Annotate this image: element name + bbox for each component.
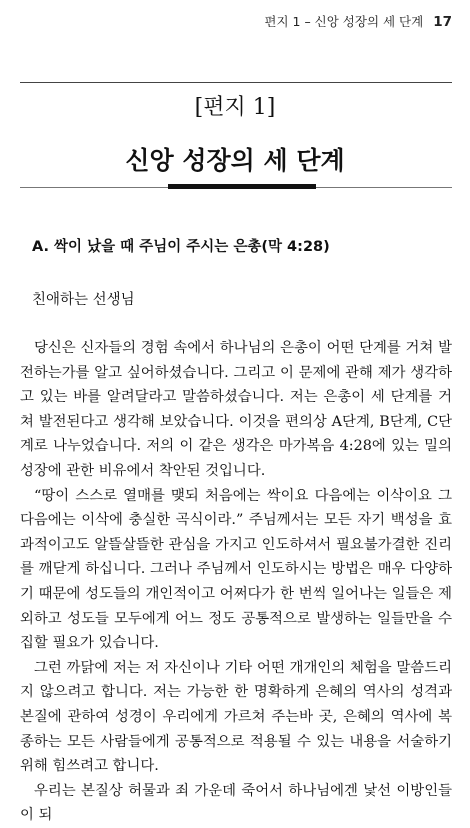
running-header [264, 12, 452, 30]
body-text [20, 336, 452, 828]
chapter-label: [편지 1] [194, 95, 276, 120]
title-underline-bar [168, 184, 316, 189]
page-number: 17 [433, 14, 452, 30]
paragraph: 우리는 본질상 허물과 죄 가운데 죽어서 하나님에겐 낯선 이방인들이 되 [20, 782, 452, 824]
salutation: 친애하는 선생님 [32, 292, 135, 308]
running-title: 편지 1 – 신앙 성장의 세 단계 [264, 14, 424, 29]
paragraph: 그런 까닭에 저는 저 자신이나 기타 어떤 개개인의 체험을 말씀드리지 않으려고 합니다. 저는 가능한 한 명확하게 은혜의 역사의 성격과 본질에 관하여 성경이 우리에게 가르쳐 주는바 곳, 은혜의 역사에 복종하는 모든 사람들에게 공통적으로 적용될 수 있는 내용을 서술하기 위해 힘쓰려고 합니다. [20, 659, 452, 775]
paragraph: 당신은 신자들의 경험 속에서 하나님의 은총이 어떤 단계를 거쳐 발전하는가를 알고 싶어하셨습니다. 그리고 이 문제에 관해 제가 생각하고 있는 바를 알려달라고 말씀하셨습니다. 저는 은총이 세 단계를 거쳐 발전된다고 생각해 보았습니다. 이것을 편의상 A단계, B단계, C단계로 나누었습니다. 저의 이 같은 생각은 마가복음 4:28에 있는 밀의 성장에 관한 비유에서 착안된 것입니다. [20, 340, 452, 479]
chapter-title: 신앙 성장의 세 단계 [125, 146, 345, 175]
top-divider [20, 82, 452, 83]
paragraph: “땅이 스스로 열매를 맺되 처음에는 싹이요 다음에는 이삭이요 그 다음에는 이삭에 충실한 곡식이라.” 주님께서는 모든 자기 백성을 효과적이고도 알뜰살뜰한 관심을 가지고 인도하셔서 필요불가결한 진리를 깨닫게 하십니다. 그러나 주님께서 인도하시는 방법은 매우 다양하기 때문에 성도들의 개인적이고 어쩌다가 한 번씩 일어나는 일들은 제외하고 성도들 모두에게 어느 정도 공통적으로 발생하는 일들만을 수집할 필요가 있습니다. [20, 487, 452, 652]
section-heading: A. 싹이 났을 때 주님이 주시는 은총(막 4:28) [32, 239, 330, 255]
